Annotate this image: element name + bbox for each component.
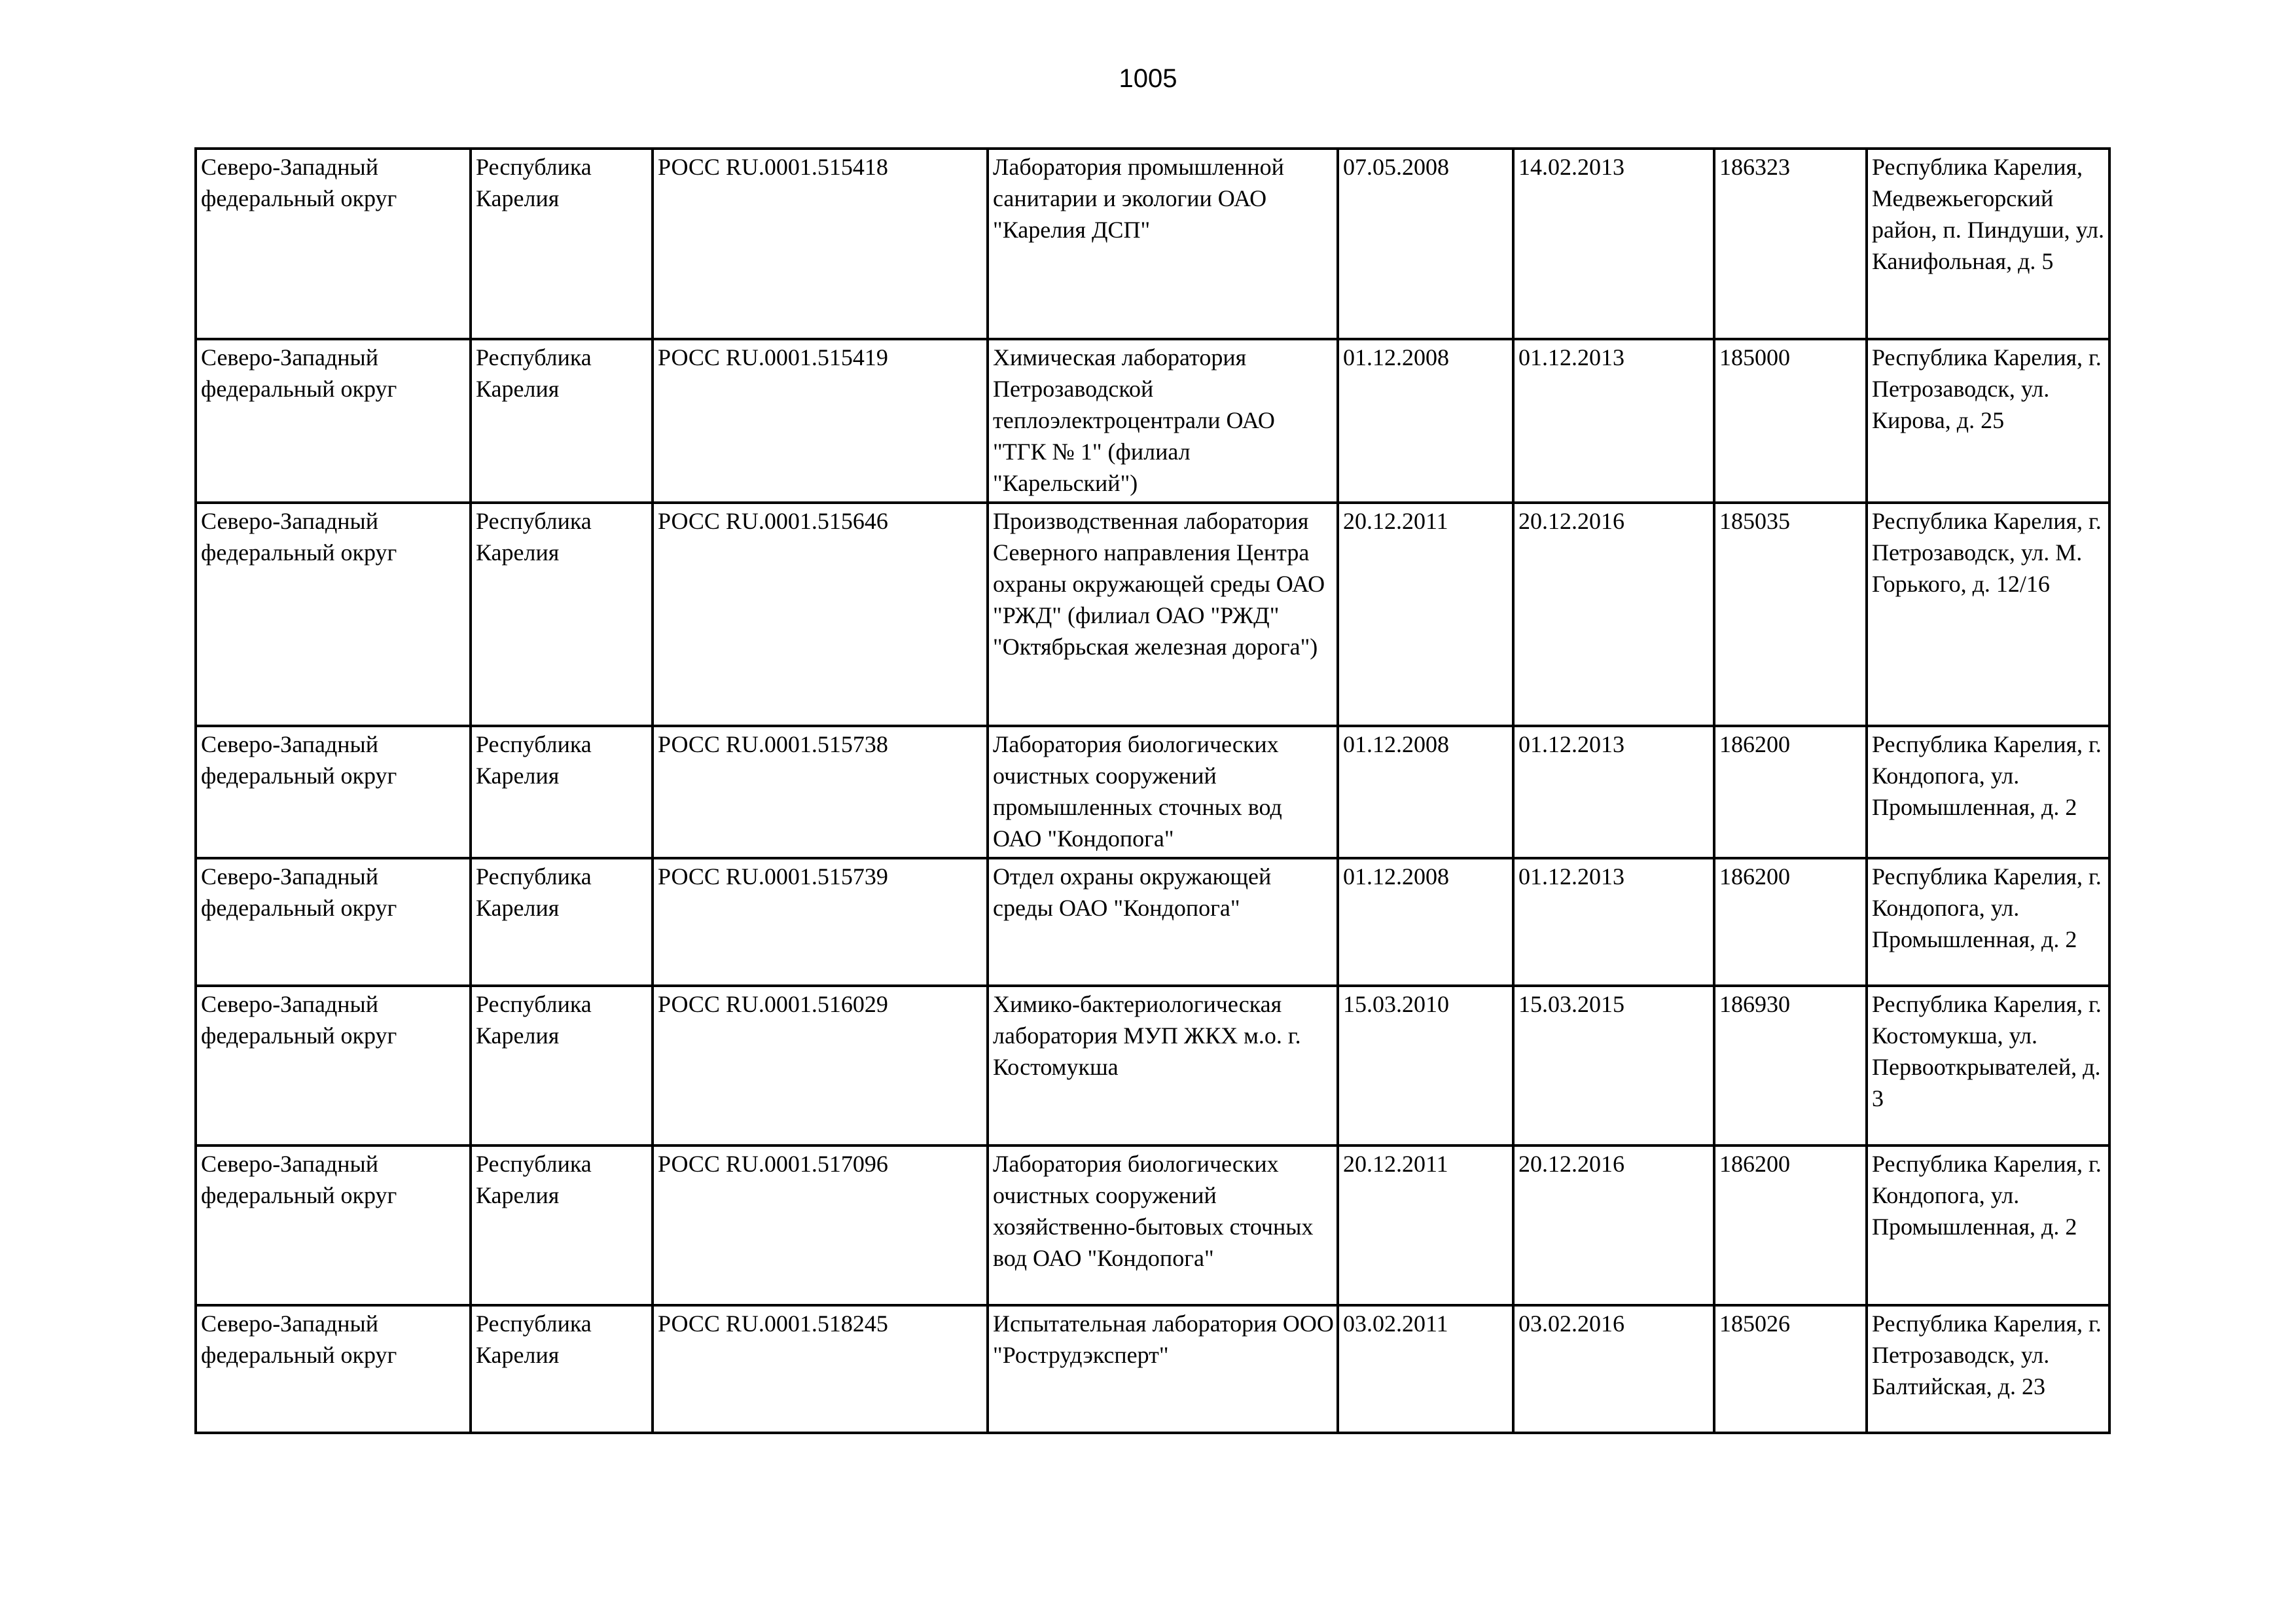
cell-certificate: РОСС RU.0001.515739 <box>653 858 988 986</box>
cell-postcode: 186200 <box>1714 858 1867 986</box>
cell-district: Северо-Западный федеральный округ <box>196 503 471 726</box>
cell-date-to: 01.12.2013 <box>1513 339 1714 503</box>
cell-region: Республика Карелия <box>471 1146 653 1305</box>
table-row <box>196 858 2109 986</box>
cell-postcode: 185026 <box>1714 1305 1867 1433</box>
cell-region: Республика Карелия <box>471 503 653 726</box>
cell-address: Республика Карелия, г. Петрозаводск, ул. Кирова, д. 25 <box>1867 339 2109 503</box>
cell-region: Республика Карелия <box>471 986 653 1146</box>
cell-address: Республика Карелия, г. Кондопога, ул. Промышленная, д. 2 <box>1867 726 2109 858</box>
cell-region: Республика Карелия <box>471 726 653 858</box>
cell-certificate: РОСС RU.0001.515418 <box>653 149 988 339</box>
cell-date-to: 20.12.2016 <box>1513 503 1714 726</box>
cell-date-from: 03.02.2011 <box>1338 1305 1513 1433</box>
cell-lab-name: Лаборатория промышленной санитарии и экологии ОАО "Карелия ДСП" <box>988 149 1338 339</box>
cell-certificate: РОСС RU.0001.516029 <box>653 986 988 1146</box>
table-row <box>196 986 2109 1146</box>
cell-district: Северо-Западный федеральный округ <box>196 726 471 858</box>
cell-date-from: 07.05.2008 <box>1338 149 1513 339</box>
cell-lab-name: Лаборатория биологических очистных сооружений промышленных сточных вод ОАО "Кондопога" <box>988 726 1338 858</box>
table-row <box>196 339 2109 503</box>
cell-address: Республика Карелия, г. Петрозаводск, ул. М. Горького, д. 12/16 <box>1867 503 2109 726</box>
cell-date-to: 03.02.2016 <box>1513 1305 1714 1433</box>
page-number: 1005 <box>1119 64 1177 93</box>
table-row <box>196 726 2109 858</box>
cell-date-to: 15.03.2015 <box>1513 986 1714 1146</box>
cell-certificate: РОСС RU.0001.517096 <box>653 1146 988 1305</box>
cell-certificate: РОСС RU.0001.515419 <box>653 339 988 503</box>
cell-address: Республика Карелия, г. Кондопога, ул. Промышленная, д. 2 <box>1867 858 2109 986</box>
cell-district: Северо-Западный федеральный округ <box>196 1305 471 1433</box>
cell-lab-name: Производственная лаборатория Северного направления Центра охраны окружающей среды ОАО "РЖД" (филиал ОАО "РЖД" "Октябрьская железная дорога") <box>988 503 1338 726</box>
cell-certificate: РОСС RU.0001.518245 <box>653 1305 988 1433</box>
cell-date-to: 14.02.2013 <box>1513 149 1714 339</box>
cell-district: Северо-Западный федеральный округ <box>196 339 471 503</box>
cell-region: Республика Карелия <box>471 339 653 503</box>
table-row <box>196 1146 2109 1305</box>
cell-address: Республика Карелия, г. Костомукша, ул. Первооткрывателей, д. 3 <box>1867 986 2109 1146</box>
cell-region: Республика Карелия <box>471 1305 653 1433</box>
table-row <box>196 503 2109 726</box>
cell-lab-name: Химико-бактериологическая лаборатория МУП ЖКХ м.о. г. Костомукша <box>988 986 1338 1146</box>
cell-date-to: 20.12.2016 <box>1513 1146 1714 1305</box>
cell-region: Республика Карелия <box>471 858 653 986</box>
cell-lab-name: Отдел охраны окружающей среды ОАО "Кондопога" <box>988 858 1338 986</box>
cell-lab-name: Лаборатория биологических очистных сооружений хозяйственно-бытовых сточных вод ОАО "Кондопога" <box>988 1146 1338 1305</box>
cell-date-from: 15.03.2010 <box>1338 986 1513 1146</box>
cell-district: Северо-Западный федеральный округ <box>196 986 471 1146</box>
cell-postcode: 186930 <box>1714 986 1867 1146</box>
cell-certificate: РОСС RU.0001.515646 <box>653 503 988 726</box>
cell-region: Республика Карелия <box>471 149 653 339</box>
cell-district: Северо-Западный федеральный округ <box>196 149 471 339</box>
cell-district: Северо-Западный федеральный округ <box>196 858 471 986</box>
cell-postcode: 186200 <box>1714 726 1867 858</box>
cell-district: Северо-Западный федеральный округ <box>196 1146 471 1305</box>
cell-date-from: 20.12.2011 <box>1338 503 1513 726</box>
cell-date-from: 01.12.2008 <box>1338 339 1513 503</box>
cell-postcode: 186323 <box>1714 149 1867 339</box>
table-row <box>196 149 2109 339</box>
cell-postcode: 185035 <box>1714 503 1867 726</box>
cell-date-from: 20.12.2011 <box>1338 1146 1513 1305</box>
cell-lab-name: Химическая лаборатория Петрозаводской теплоэлектроцентрали ОАО "ТГК № 1" (филиал "Карельский") <box>988 339 1338 503</box>
cell-lab-name: Испытательная лаборатория ООО "Рострудэксперт" <box>988 1305 1338 1433</box>
cell-address: Республика Карелия, г. Петрозаводск, ул. Балтийская, д. 23 <box>1867 1305 2109 1433</box>
cell-date-to: 01.12.2013 <box>1513 726 1714 858</box>
cell-date-from: 01.12.2008 <box>1338 858 1513 986</box>
cell-address: Республика Карелия, г. Кондопога, ул. Промышленная, д. 2 <box>1867 1146 2109 1305</box>
cell-address: Республика Карелия, Медвежьегорский район, п. Пиндуши, ул. Канифольная, д. 5 <box>1867 149 2109 339</box>
laboratory-registry-table <box>194 147 2111 1434</box>
cell-postcode: 185000 <box>1714 339 1867 503</box>
cell-certificate: РОСС RU.0001.515738 <box>653 726 988 858</box>
cell-postcode: 186200 <box>1714 1146 1867 1305</box>
cell-date-to: 01.12.2013 <box>1513 858 1714 986</box>
table-row <box>196 1305 2109 1433</box>
cell-date-from: 01.12.2008 <box>1338 726 1513 858</box>
